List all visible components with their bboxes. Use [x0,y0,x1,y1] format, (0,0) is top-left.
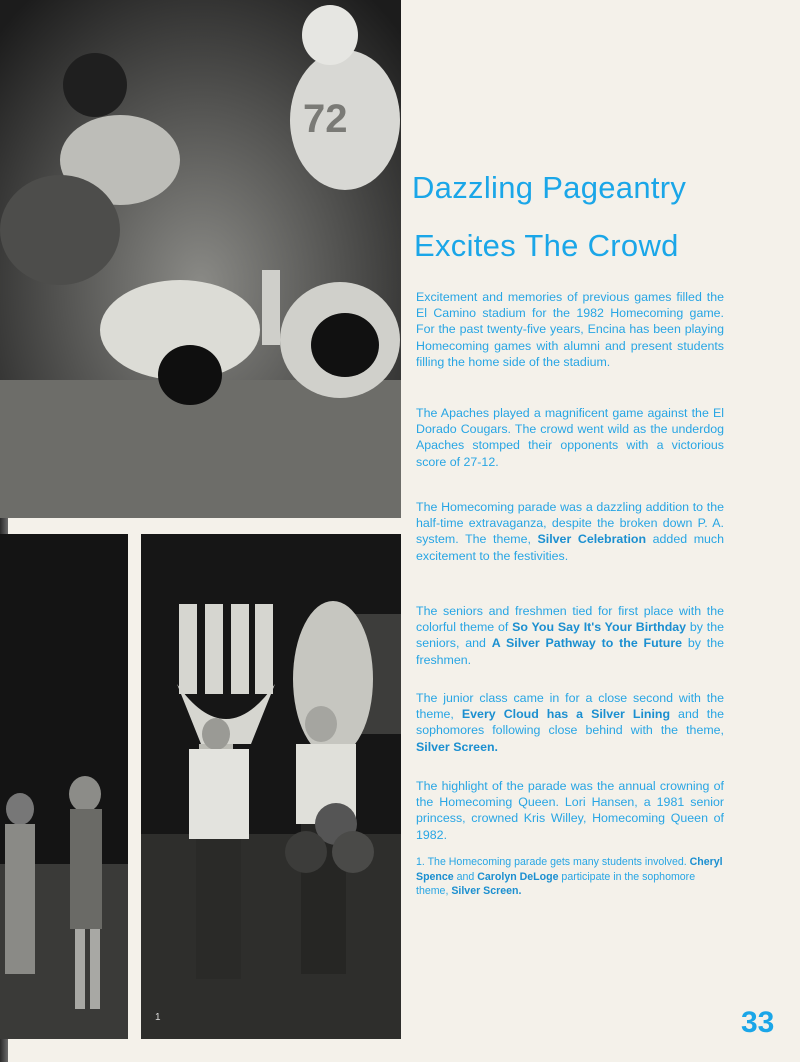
caption-text-2: and [453,870,478,883]
paragraph-parade [416,499,724,564]
paragraph-juniors-text-1: The junior class came in for a close second with the theme, [416,691,724,722]
caption-theme: Silver Screen. [451,885,522,897]
paragraph-seniors-text-2: by the seniors, and [416,620,724,651]
theme-silver-celebration: Silver Celebration [537,532,647,547]
paragraph-seniors-freshmen [416,603,724,668]
theme-silver-lining: Every Cloud has a Silver Lining [461,707,671,722]
theme-silver-screen: Silver Screen. [416,739,498,754]
caption-name-carolyn: Carolyn DeLoge [477,870,559,883]
paragraph-juniors-text-2: and the sophomores following close behind with the theme, [416,707,724,738]
football-game-photo [0,0,401,518]
sideline-players-photo [0,534,128,1039]
paragraph-homecoming-queen: The highlight of the parade was the annual crowning of the Homecoming Queen. Lori Hansen, a 1981 senior princess, crowned Kris Willey, Homecoming Queen of 1982. [416,779,724,842]
photo-caption-number: 1 [155,1012,161,1023]
parade-fork-spoon-photo [141,534,401,1039]
theme-birthday: So You Say It's Your Birthday [512,620,687,635]
paragraph-seniors-text-3: by the freshmen. [416,636,724,667]
paragraph-parade-text-2: added much excitement to the festivities. [416,532,725,563]
theme-silver-pathway: A Silver Pathway to the Future [491,636,683,651]
page-number: 33 [741,1006,775,1039]
jersey-number: 72 [303,97,348,141]
paragraph-seniors-text-1: The seniors and freshmen tied for first place with the colorful theme of [416,604,724,635]
caption-name-cheryl: Cheryl Spence [416,856,723,883]
photo-caption [416,855,726,899]
caption-text-1: 1. The Homecoming parade gets many students involved. [416,856,690,868]
paragraph-juniors-sophomores [416,690,724,755]
paragraph-excitement: Excitement and memories of previous games filled the El Camino stadium for the 1982 Homecoming game. For the past twenty-five years, Encina has been playing Homecoming games with alumni and present students filling the home side of the stadium. [416,290,724,369]
paragraph-game-score: The Apaches played a magnificent game against the El Dorado Cougars. The crowd went wild as the underdog Apaches stomped their opponents with a victorious score of 27-12. [416,406,724,469]
caption-text-3: participate in the sophomore theme, [416,870,696,897]
headline-line-2: Excites The Crowd [414,228,679,263]
headline-line-1: Dazzling Pageantry [412,170,687,205]
paragraph-parade-text-1: The Homecoming parade was a dazzling addition to the half-time extravaganza, despite the broken down P. A. system. The theme, [416,500,724,547]
